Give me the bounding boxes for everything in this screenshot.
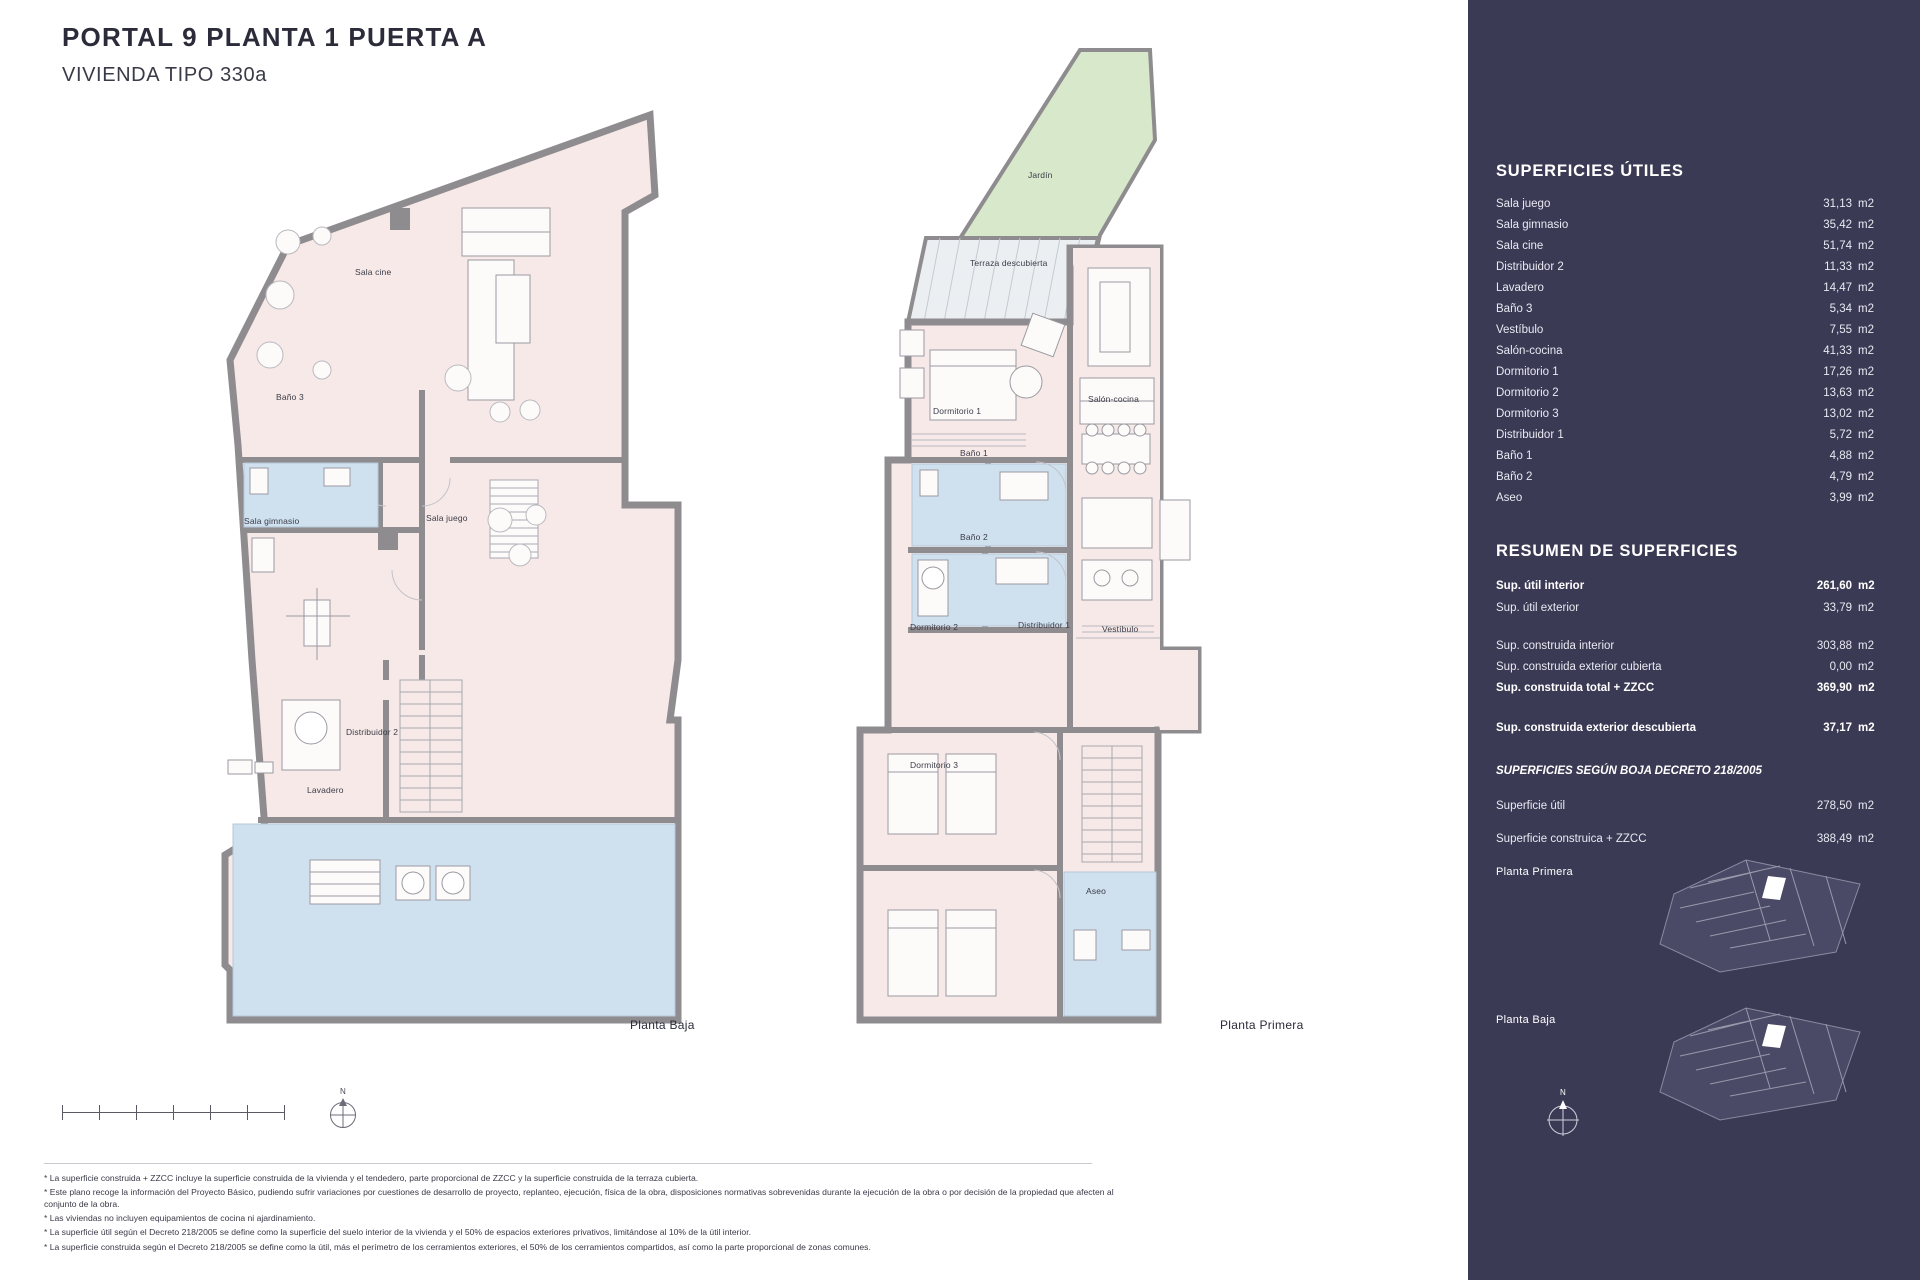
- utiles-label: Sala cine: [1496, 240, 1544, 252]
- utiles-unit: m2: [1858, 198, 1874, 210]
- utiles-row: [1496, 408, 1892, 428]
- key-plan-first: [1650, 848, 1882, 978]
- room-label-lavadero: Lavadero: [307, 785, 344, 795]
- compass-north-label: N: [340, 1087, 346, 1096]
- resumen-unit: m2: [1858, 682, 1875, 694]
- utiles-value: 31,13: [1823, 198, 1852, 210]
- compass-right: [1540, 1088, 1586, 1144]
- utiles-label: Baño 1: [1496, 450, 1533, 462]
- page-subtitle: VIVIENDA TIPO 330a: [62, 64, 267, 86]
- note-item: * Las viviendas no incluyen equipamientos de cocina ni ajardinamiento.: [44, 1213, 316, 1224]
- plan-label-ground: Planta Baja: [630, 1018, 695, 1032]
- note-item: * La superficie construida según el Decreto 218/2005 se define como la útil, más el perímetro de los cerramientos exteriores, el 50% de los cerramientos compartidos, así como la parte proporcional de zonas comunes.: [44, 1241, 871, 1252]
- utiles-row: [1496, 324, 1892, 344]
- utiles-unit: m2: [1858, 429, 1874, 441]
- room-label-dormitorio-2: Dormitorio 2: [910, 622, 959, 632]
- utiles-unit: m2: [1858, 450, 1874, 462]
- resumen-label: Sup. útil exterior: [1496, 602, 1580, 614]
- resumen-unit: m2: [1858, 602, 1874, 614]
- boja-unit: m2: [1858, 833, 1874, 845]
- room-label-bano-2: Baño 2: [960, 532, 988, 542]
- boja-label: Superficie útil: [1496, 800, 1566, 812]
- utiles-value: 13,02: [1823, 408, 1852, 420]
- utiles-row: [1496, 429, 1892, 449]
- utiles-value: 7,55: [1829, 324, 1852, 336]
- utiles-unit: m2: [1858, 261, 1874, 273]
- boja-value: 278,50: [1816, 800, 1852, 812]
- utiles-unit: m2: [1858, 366, 1874, 378]
- utiles-value: 5,72: [1829, 429, 1852, 441]
- utiles-unit: m2: [1858, 408, 1874, 420]
- room-label-sala-juego: Sala juego: [426, 513, 468, 523]
- ground-floor-outline: [200, 60, 720, 1060]
- resumen-unit: m2: [1858, 580, 1875, 592]
- scale-bar: [62, 1098, 292, 1128]
- room-label-salon-cocina: Salón-cocina: [1088, 394, 1139, 404]
- utiles-row: [1496, 198, 1892, 218]
- utiles-row: [1496, 450, 1892, 470]
- resumen-value: 369,90: [1816, 682, 1852, 694]
- room-label-bano-3: Baño 3: [276, 392, 304, 402]
- resumen-value: 303,88: [1816, 640, 1852, 652]
- info-panel: [1468, 0, 1920, 1280]
- compass-north-label: N: [1560, 1088, 1566, 1097]
- room-label-bano-1: Baño 1: [960, 448, 988, 458]
- boja-row: [1496, 800, 1892, 820]
- note-item: * Este plano recoge la información del Proyecto Básico, pudiendo sufrir variaciones por cuestiones de desarrollo de proyecto, replanteo, ejecución, física de la obra, disposiciones normativas sobrevenidas durante la ejecución de la obra o por decisión de la propiedad que afecten al conjunto de la obra.: [44, 1187, 1114, 1209]
- resumen-label: Sup. construida exterior descubierta: [1496, 722, 1697, 734]
- compass-left: [322, 1086, 366, 1138]
- note-item: * La superficie construida + ZZCC incluye la superficie construida de la vivienda y el tendedero, parte proporcional de ZZCC y la superficie construida de la terraza cubierta.: [44, 1173, 699, 1183]
- utiles-label: Sala juego: [1496, 198, 1551, 210]
- utiles-unit: m2: [1858, 471, 1874, 483]
- utiles-row: [1496, 261, 1892, 281]
- utiles-value: 51,74: [1823, 240, 1852, 252]
- utiles-label: Dormitorio 3: [1496, 408, 1559, 420]
- key-plan-label-ground: Planta Baja: [1496, 1014, 1556, 1026]
- utiles-value: 14,47: [1823, 282, 1852, 294]
- room-label-jardin: Jardín: [1028, 170, 1053, 180]
- note-item: * La superficie útil según el Decreto 218/2005 se define como la superficie del suelo interior de la vivienda y el 50% de espacios exteriores privativos, limitándose al 10% de la útil interior.: [44, 1227, 751, 1238]
- utiles-row: [1496, 240, 1892, 260]
- floor-plan-ground: [200, 60, 720, 1060]
- utiles-unit: m2: [1858, 324, 1874, 336]
- utiles-unit: m2: [1858, 387, 1874, 399]
- utiles-row: [1496, 366, 1892, 386]
- utiles-value: 4,79: [1829, 471, 1852, 483]
- utiles-label: Aseo: [1496, 492, 1523, 504]
- utiles-label: Dormitorio 1: [1496, 366, 1559, 378]
- resumen-row: [1496, 580, 1892, 600]
- utiles-unit: m2: [1858, 240, 1874, 252]
- key-plan-label-first: Planta Primera: [1496, 866, 1573, 878]
- utiles-label: Dormitorio 2: [1496, 387, 1559, 399]
- first-floor-outline: [830, 30, 1350, 1060]
- resumen-value: 37,17: [1823, 722, 1852, 734]
- utiles-value: 17,26: [1823, 366, 1852, 378]
- utiles-row: [1496, 471, 1892, 491]
- resumen-unit: m2: [1858, 640, 1874, 652]
- room-label-distribuidor-2: Distribuidor 2: [346, 727, 399, 737]
- utiles-row: [1496, 387, 1892, 407]
- resumen-value: 0,00: [1829, 661, 1852, 673]
- utiles-unit: m2: [1858, 282, 1874, 294]
- utiles-value: 11,33: [1824, 261, 1852, 273]
- utiles-value: 35,42: [1823, 219, 1852, 231]
- utiles-label: Baño 3: [1496, 303, 1533, 315]
- room-label-sala-cine: Sala cine: [355, 267, 392, 277]
- room-label-sala-gimnasio: Sala gimnasio: [244, 516, 300, 526]
- room-label-dormitorio-3: Dormitorio 3: [910, 760, 959, 770]
- boja-value: 388,49: [1816, 833, 1852, 845]
- boja-title-row: [1496, 765, 1892, 785]
- room-label-distribuidor-1: Distribuidor 1: [1018, 620, 1071, 630]
- utiles-label: Salón-cocina: [1496, 345, 1563, 357]
- floor-plan-first: [830, 30, 1350, 1060]
- utiles-value: 4,88: [1829, 450, 1852, 462]
- resumen-row: [1496, 722, 1892, 742]
- key-plan-ground: [1650, 996, 1882, 1126]
- footer-notes: [44, 1163, 1134, 1256]
- utiles-row: [1496, 345, 1892, 365]
- room-label-dormitorio-1: Dormitorio 1: [933, 406, 982, 416]
- room-label-vestibulo: Vestíbulo: [1102, 624, 1139, 634]
- resumen-label: Sup. construida interior: [1496, 640, 1615, 652]
- utiles-value: 13,63: [1823, 387, 1852, 399]
- resumen-row: [1496, 682, 1892, 702]
- utiles-row: [1496, 303, 1892, 323]
- resumen-row: [1496, 602, 1892, 622]
- resumen-label: Sup. útil interior: [1496, 580, 1585, 592]
- resumen-value: 261,60: [1816, 580, 1852, 592]
- resumen-unit: m2: [1858, 722, 1875, 734]
- utiles-row: [1496, 492, 1892, 512]
- utiles-row: [1496, 219, 1892, 239]
- utiles-unit: m2: [1858, 219, 1874, 231]
- utiles-label: Distribuidor 1: [1496, 429, 1564, 441]
- utiles-value: 5,34: [1829, 303, 1852, 315]
- resumen-label: Sup. construida total + ZZCC: [1496, 682, 1655, 694]
- boja-unit: m2: [1858, 800, 1874, 812]
- utiles-label: Vestíbulo: [1496, 324, 1544, 336]
- utiles-unit: m2: [1858, 345, 1874, 357]
- utiles-value: 41,33: [1823, 345, 1852, 357]
- boja-title: SUPERFICIES SEGÚN BOJA DECRETO 218/2005: [1496, 765, 1762, 777]
- resumen-row: [1496, 661, 1892, 681]
- utiles-row: [1496, 282, 1892, 302]
- room-label-terraza-descubierta: Terraza descubierta: [970, 258, 1048, 268]
- resumen-row: [1496, 640, 1892, 660]
- resumen-label: Sup. construida exterior cubierta: [1496, 661, 1662, 673]
- boja-label: Superficie construica + ZZCC: [1496, 833, 1647, 845]
- resumen-title: RESUMEN DE SUPERFICIES: [1496, 542, 1739, 560]
- room-label-aseo: Aseo: [1086, 886, 1106, 896]
- utiles-label: Lavadero: [1496, 282, 1544, 294]
- resumen-value: 33,79: [1823, 602, 1852, 614]
- page-title: PORTAL 9 PLANTA 1 PUERTA A: [62, 22, 488, 52]
- utiles-label: Sala gimnasio: [1496, 219, 1569, 231]
- resumen-unit: m2: [1858, 661, 1874, 673]
- utiles-label: Baño 2: [1496, 471, 1533, 483]
- utiles-unit: m2: [1858, 303, 1874, 315]
- plan-label-first: Planta Primera: [1220, 1018, 1304, 1032]
- utiles-title: SUPERFICIES ÚTILES: [1496, 162, 1684, 180]
- utiles-value: 3,99: [1829, 492, 1852, 504]
- utiles-unit: m2: [1858, 492, 1874, 504]
- utiles-label: Distribuidor 2: [1496, 261, 1564, 273]
